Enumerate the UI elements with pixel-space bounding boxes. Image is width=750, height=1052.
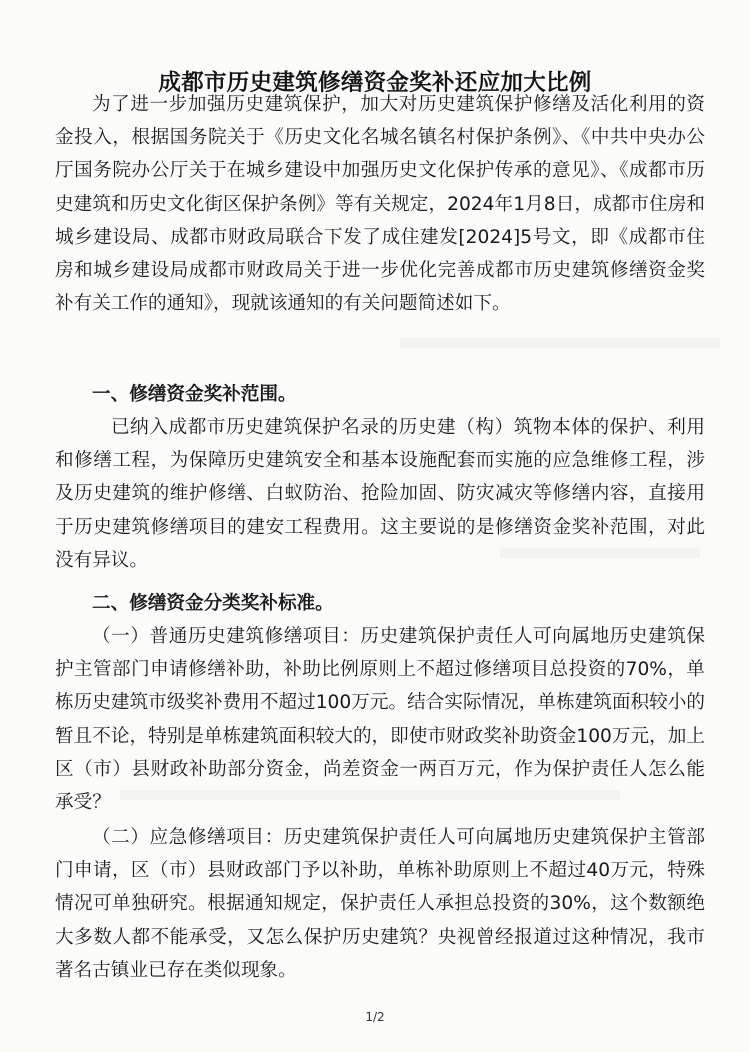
- page-number: 1/2: [365, 1010, 385, 1024]
- intro-paragraph: 为了进一步加强历史建筑保护，加大对历史建筑保护修缮及活化利用的资金投入，根据国务院关于《历史文化名城名镇名村保护条例》、《中共中央办公厅国务院办公厅关于在城乡建设中加强历史文化保护传承的意见》、《成都市历史建筑和历史文化街区保护条例》等有关规定，2024年1月8日，成都市住房和城乡建设局、成都市财政局联合下发了成住建发[2024]5号文，即《成都市住房和城乡建设局成都市财政局关于进一步优化完善成都市历史建筑修缮资金奖补有关工作的通知》，现就该通知的有关问题简述如下。: [55, 94, 705, 315]
- scope-paragraph: 已纳入成都市历史建筑保护名录的历史建（构）筑物本体的保护、利用和修缮工程，为保障历史建筑安全和基本设施配套而实施的应急维修工程，涉及历史建筑的维护修缮、白蚁防治、抢险加固、防灾减灾等修缮内容，直接用于历史建筑修缮项目的建安工程费用。这主要说的是修缮资金奖补范围，对此没有异议。: [55, 417, 705, 571]
- paper-show-through: [400, 338, 720, 348]
- section-heading-standards: 二、修缮资金分类奖补标准。: [92, 593, 334, 614]
- section-heading-scope: 一、修缮资金奖补范围。: [92, 384, 297, 405]
- ordinary-repair-paragraph: （一）普通历史建筑修缮项目：历史建筑保护责任人可向属地历史建筑保护主管部门申请修缮补助，补助比例原则上不超过修缮项目总投资的70%，单栋历史建筑市级奖补费用不超过100万元。结合实际情况，单栋建筑面积较小的暂且不论，特别是单栋建筑面积较大的，即使市财政奖补助资金100万元，加上区（市）县财政补助部分资金，尚差资金一两百万元，作为保护责任人怎么能承受？: [55, 626, 705, 814]
- emergency-repair-paragraph: （二）应急修缮项目：历史建筑保护责任人可向属地历史建筑保护主管部门申请，区（市）县财政部门予以补助，单栋补助原则上不超过40万元，特殊情况可单独研究。根据通知规定，保护责任人承担总投资的30%，这个数额绝大多数人都不能承受，又怎么保护历史建筑？央视曾经报道过这种情况，我市著名古镇业已存在类似现象。: [55, 827, 705, 981]
- document-title: 成都市历史建筑修缮资金奖补还应加大比例: [158, 70, 592, 97]
